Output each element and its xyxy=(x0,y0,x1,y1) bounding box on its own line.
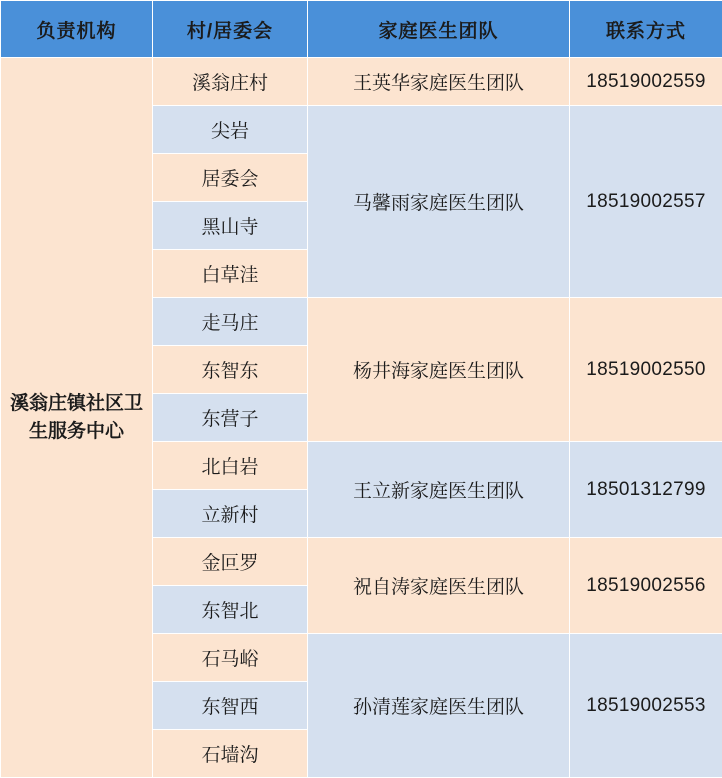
table-row xyxy=(1,58,722,106)
village-cell: 黑山寺 xyxy=(153,202,308,250)
village-cell: 居委会 xyxy=(153,154,308,202)
village-cell: 北白岩 xyxy=(153,442,308,490)
team-cell: 王英华家庭医生团队 xyxy=(308,58,570,106)
village-cell: 走马庄 xyxy=(153,298,308,346)
team-cell: 马馨雨家庭医生团队 xyxy=(308,106,570,298)
village-cell: 石墙沟 xyxy=(153,730,308,778)
organization-cell: 溪翁庄镇社区卫生服务中心 xyxy=(1,58,153,778)
team-cell: 祝自涛家庭医生团队 xyxy=(308,538,570,634)
village-cell: 白草洼 xyxy=(153,250,308,298)
village-cell: 尖岩 xyxy=(153,106,308,154)
table-body xyxy=(1,58,722,778)
village-cell: 金叵罗 xyxy=(153,538,308,586)
column-header-team: 家庭医生团队 xyxy=(308,1,570,58)
phone-cell: 18519002553 xyxy=(570,634,722,778)
team-cell: 王立新家庭医生团队 xyxy=(308,442,570,538)
village-cell: 溪翁庄村 xyxy=(153,58,308,106)
village-cell: 东智东 xyxy=(153,346,308,394)
table-header-row xyxy=(1,1,722,58)
column-header-contact: 联系方式 xyxy=(570,1,722,58)
village-cell: 东智北 xyxy=(153,586,308,634)
phone-cell: 18519002550 xyxy=(570,298,722,442)
village-cell: 立新村 xyxy=(153,490,308,538)
column-header-village: 村/居委会 xyxy=(153,1,308,58)
column-header-organization: 负责机构 xyxy=(1,1,153,58)
phone-cell: 18519002557 xyxy=(570,106,722,298)
phone-cell: 18519002559 xyxy=(570,58,722,106)
phone-cell: 18519002556 xyxy=(570,538,722,634)
team-cell: 杨井海家庭医生团队 xyxy=(308,298,570,442)
team-cell: 孙清莲家庭医生团队 xyxy=(308,634,570,778)
village-cell: 东智西 xyxy=(153,682,308,730)
table-header xyxy=(1,1,722,58)
village-cell: 石马峪 xyxy=(153,634,308,682)
phone-cell: 18501312799 xyxy=(570,442,722,538)
village-cell: 东营子 xyxy=(153,394,308,442)
